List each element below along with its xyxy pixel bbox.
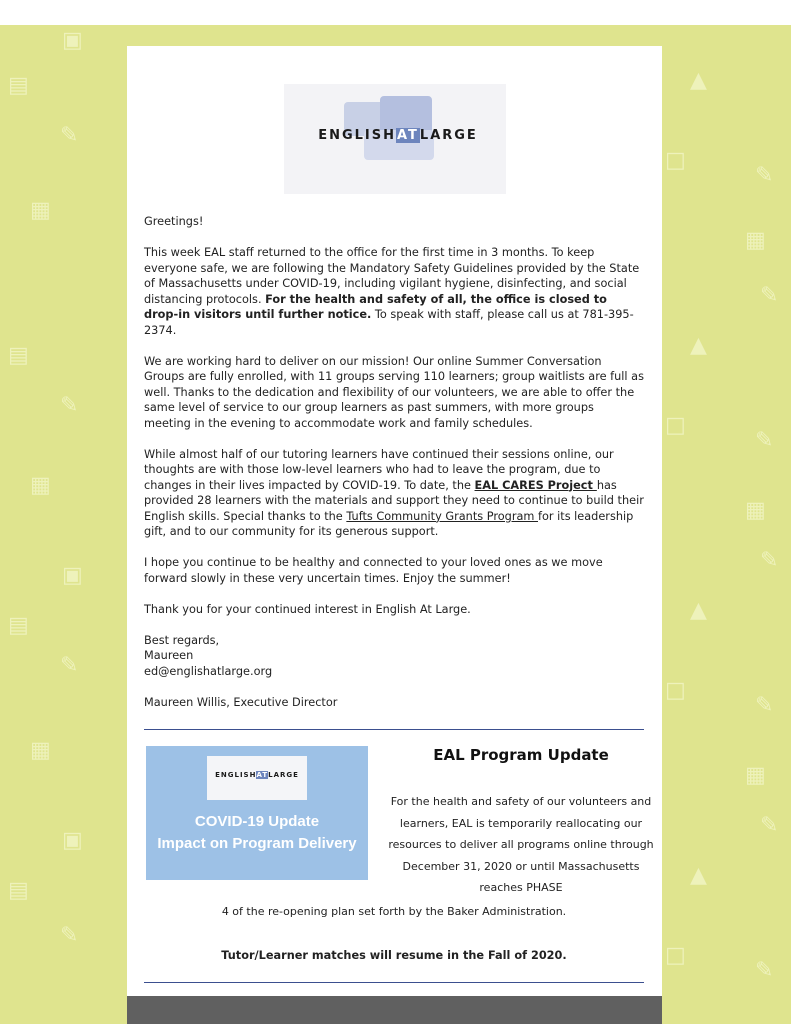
backpack-icon: ▤ <box>8 73 29 98</box>
backpack-icon: ▤ <box>8 878 29 903</box>
paragraph-summer-groups: We are working hard to deliver on our mission! Our online Summer Conversation Groups are fully enrolled, with 11 groups serving 110 learners; group waitlists are full as well. Thanks to the dedication and flexibility of our volunteers, we are able to offer the same level of service to our group learners as past summers, with more groups meeting in the evening to accommodate work and family schedules. <box>144 354 644 430</box>
book-icon: ▦ <box>30 198 51 223</box>
email-link[interactable]: ed@englishatlarge.org <box>144 664 273 678</box>
signature-title: Maureen Willis, Executive Director <box>144 695 338 709</box>
matches-notice: Tutor/Learner matches will resume in the Fall of 2020. <box>221 949 567 962</box>
divider <box>144 982 644 983</box>
paragraph-tutoring: While almost half of our tutoring learners have continued their sessions online, our thoughts are with those low-level learners who had to leave the program, due to changes in their lives impacted by COVID-19. To date, the EAL CARES Project has provided 28 learners with the materials and support they need to continue to build their English skills. Special thanks to the Tufts Community Grants Program for its leadership gift, and to our community for its generous support. <box>144 447 644 538</box>
pen-icon: ✎ <box>760 813 779 838</box>
easel-icon: □ <box>665 413 686 438</box>
pencil-icon: ✎ <box>60 653 79 678</box>
program-update-text-continued: 4 of the re-opening plan set forth by the Baker Administration. <box>221 905 567 918</box>
paragraph-thanks: Thank you for your continued interest in English At Large. <box>144 602 471 616</box>
newsletter-card <box>127 46 662 1024</box>
graduation-cap-icon: ▲ <box>690 333 707 358</box>
regards: Best regards, <box>144 633 220 647</box>
pencil-icon: ✎ <box>60 923 79 948</box>
graduation-cap-icon: ▲ <box>690 598 707 623</box>
program-update-text: For the health and safety of our volunteers and learners, EAL is temporarily reallocating our resources to deliver all programs online through December 31, 2020 or until Massachusetts reaches PHASE <box>388 795 654 894</box>
letter-body <box>144 214 644 710</box>
pencil-icon: ✎ <box>755 958 774 983</box>
program-update-heading: EAL Program Update <box>433 746 609 764</box>
easel-icon: □ <box>665 678 686 703</box>
covid-banner-logo <box>207 756 307 800</box>
covid-update-banner[interactable] <box>146 746 368 880</box>
pencil-icon: ✎ <box>755 163 774 188</box>
pencil-icon: ✎ <box>60 123 79 148</box>
eal-logo <box>284 84 506 194</box>
footer-bar <box>127 996 662 1024</box>
covid-banner-title: COVID-19 Update Impact on Program Delivery <box>157 813 357 852</box>
pencil-icon: ✎ <box>755 428 774 453</box>
covid-logo-wordmark: ENGLISHATLARGE <box>215 771 299 779</box>
pen-icon: ✎ <box>760 548 779 573</box>
pen-icon: ✎ <box>760 283 779 308</box>
divider <box>144 729 644 730</box>
box-icon: ▣ <box>62 828 83 853</box>
backpack-icon: ▤ <box>8 613 29 638</box>
backpack-icon: ▤ <box>8 343 29 368</box>
box-icon: ▣ <box>62 28 83 53</box>
paragraph-office-reopening: This week EAL staff returned to the office for the first time in 3 months. To keep everyone safe, we are following the Mandatory Safety Guidelines provided by the State of Massachusetts under COVID-19, including vigilant hygiene, disinfecting, and social distancing protocols. For the health and safety of all, the office is closed to drop-in visitors until further notice. To speak with staff, please call us at 781-395-2374. <box>144 246 640 337</box>
box-icon: ▣ <box>62 563 83 588</box>
pencil-icon: ✎ <box>755 693 774 718</box>
book-icon: ▦ <box>30 473 51 498</box>
easel-icon: □ <box>665 943 686 968</box>
logo-wordmark: ENGLISHATLARGE <box>318 128 478 143</box>
greeting: Greetings! <box>144 215 204 228</box>
signoff-name: Maureen <box>144 649 194 662</box>
calculator-icon: ▦ <box>745 763 766 788</box>
book-icon: ▦ <box>30 738 51 763</box>
pencil-icon: ✎ <box>60 393 79 418</box>
paragraph-closing-wish: I hope you continue to be healthy and connected to your loved ones as we move forward slowly in these very uncertain times. Enjoy the summer! <box>144 556 603 585</box>
graduation-cap-icon: ▲ <box>690 68 707 93</box>
signoff <box>144 633 644 711</box>
graduation-cap-icon: ▲ <box>690 863 707 888</box>
calculator-icon: ▦ <box>745 228 766 253</box>
calculator-icon: ▦ <box>745 498 766 523</box>
eal-cares-project-link[interactable]: EAL CARES Project <box>474 478 597 492</box>
tufts-grants-link[interactable]: Tufts Community Grants Program <box>346 509 538 523</box>
easel-icon: □ <box>665 148 686 173</box>
